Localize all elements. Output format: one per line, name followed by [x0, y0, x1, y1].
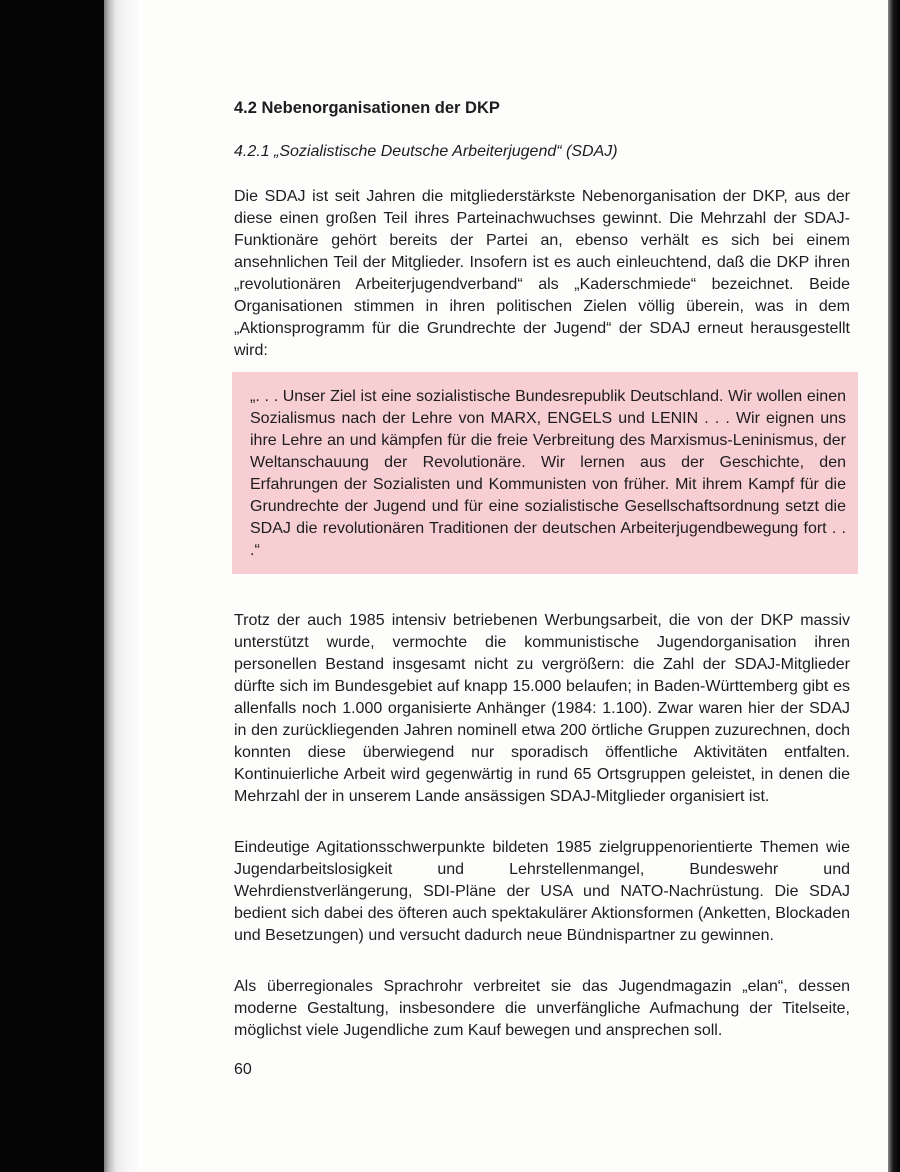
page-number: 60 [234, 1061, 252, 1078]
intro-paragraph: Die SDAJ ist seit Jahren die mitgliederstärkste Nebenorganisation der DKP, aus der diese einen großen Teil ihres Parteinachwuchses gewinnt. Die Mehrzahl der SDAJ-Funktionäre gehört bereits der Partei an, ebenso verhält es sich bei einem ansehnlichen Teil der Mitglieder. Insofern ist es auch einleuchtend, daß die DKP ihren „revolutionären Arbeiterjugendverband“ als „Kaderschmiede“ bezeichnet. Beide Organisationen stimmen in ihren politischen Zielen völlig überein, was in dem „Aktionsprogramm für die Grundrechte der Jugend“ der SDAJ erneut herausgestellt wird: [234, 188, 850, 359]
scan-left-border [0, 0, 104, 1172]
membership-paragraph: Trotz der auch 1985 intensiv betriebenen Werbungsarbeit, die von der DKP massiv unterstützt wurde, vermochte die kommunistische Jugendorganisation ihren personellen Bestand insgesamt nicht zu vergrößern: die Zahl der SDAJ-Mitglieder dürfte sich im Bundesgebiet auf knapp 15.000 belaufen; in Baden-Württemberg gibt es allenfalls noch 1.000 organisierte Anhänger (1984: 1.100). Zwar waren hier der SDAJ in den zurückliegenden Jahren nominell etwa 200 örtliche Gruppen zuzurechnen, doch konnten diese überwiegend nur sporadisch öffentliche Aktivitäten entfalten. Kontinuierliche Arbeit wird gegenwärtig in rund 65 Ortsgruppen geleistet, in denen die Mehrzahl der in unserem Lande ansässigen SDAJ-Mitglieder organisiert ist. [234, 612, 850, 805]
page-content [234, 98, 850, 1042]
scan-right-border [888, 0, 900, 1172]
quote-text: „. . . Unser Ziel ist eine sozialistische Bundesrepublik Deutschland. Wir wollen einen Sozialismus nach der Lehre von MARX, ENGELS und LENIN . . . Wir eignen uns ihre Lehre an und kämpfen für die freie Verbreitung des Marxismus-Leninismus, der Weltanschauung der Revolutionäre. Wir lernen aus der Geschichte, den Erfahrungen der Sozialisten und Kommunisten von früher. Mit ihrem Kampf für die Grundrechte der Jugend und für eine sozialistische Gesellschaftsordnung setzt die SDAJ die revolutionären Traditionen der deutschen Arbeiterjugendbewegung fort . . .“ [250, 388, 846, 559]
magazine-paragraph: Als überregionales Sprachrohr verbreitet sie das Jugendmagazin „elan“, dessen moderne Gestaltung, insbesondere die unverfängliche Aufmachung der Titelseite, möglichst viele Jugendliche zum Kauf bewegen und ansprechen soll. [234, 978, 850, 1039]
agitation-paragraph: Eindeutige Agitationsschwerpunkte bildeten 1985 zielgruppenorientierte Themen wie Jugendarbeitslosigkeit und Lehrstellenmangel, Bundeswehr und Wehrdienstverlängerung, SDI-Pläne der USA und NATO-Nachrüstung. Die SDAJ bedient sich dabei des öfteren auch spektakulärer Aktionsformen (Anketten, Blockaden und Besetzungen) und versucht dadurch neue Bündnispartner zu gewinnen. [234, 839, 850, 944]
subsection-heading: 4.2.1 „Sozialistische Deutsche Arbeiterjugend“ (SDAJ) [234, 143, 618, 160]
highlighted-quote-block [232, 372, 858, 574]
page-edge-shadow [104, 0, 138, 1172]
section-heading: 4.2 Nebenorganisationen der DKP [234, 99, 500, 117]
